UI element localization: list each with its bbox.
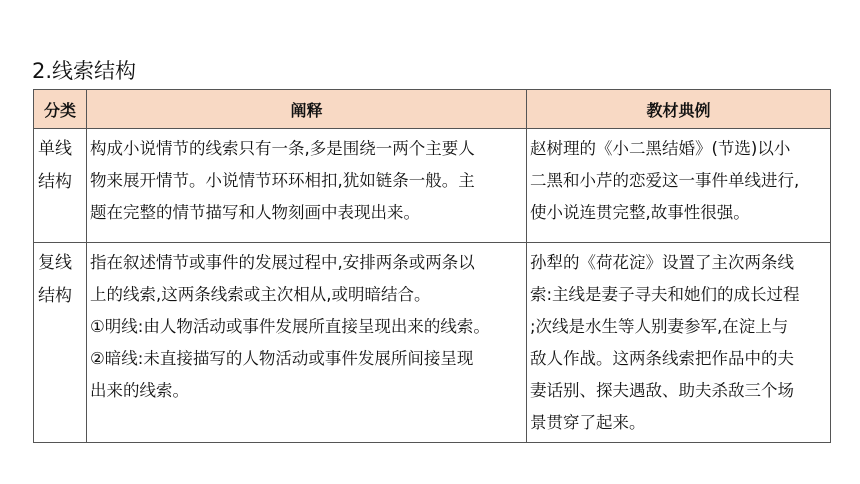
example-text: 妻话别、探夫遇敌、助夫杀敌三个场 — [530, 381, 794, 400]
section-title: 2.线索结构 — [32, 59, 137, 83]
explanation-text: 物来展开情节。小说情节环环相扣,犹如链条一般。主 — [90, 171, 475, 190]
example-text: 索:主线是妻子寻夫和她们的成长过程 — [530, 285, 800, 304]
table-row — [34, 243, 831, 443]
example-text: 二黑和小芹的恋爱这一事件单线进行, — [530, 171, 800, 190]
example-text: 敌人作战。这两条线索把作品中的夫 — [530, 349, 794, 368]
category-text: 复线 — [38, 253, 72, 273]
category-cell — [34, 129, 87, 243]
explanation-text: 上的线索,这两条线索或主次相从,或明暗结合。 — [90, 285, 431, 304]
example-text: ;次线是水生等人别妻参军,在淀上与 — [530, 317, 789, 336]
explanation-text: 出来的线索。 — [90, 381, 189, 400]
example-cell — [527, 243, 831, 443]
category-cell — [34, 243, 87, 443]
example-text: 赵树理的《小二黑结婚》(节选)以小 — [530, 139, 791, 158]
explanation-text: 指在叙述情节或事件的发展过程中,安排两条或两条以 — [90, 253, 475, 272]
example-text: 使小说连贯完整,故事性很强。 — [530, 203, 750, 222]
example-text: 景贯穿了起来。 — [530, 413, 646, 432]
plot-structure-table — [33, 89, 831, 443]
category-text: 结构 — [38, 172, 72, 192]
header-example: 教材典例 — [527, 90, 831, 129]
explanation-text: ②暗线:未直接描写的人物活动或事件发展所间接呈现 — [90, 349, 474, 368]
category-text: 单线 — [38, 139, 72, 159]
table-header-row — [34, 90, 831, 129]
explanation-text: 构成小说情节的线索只有一条,多是围绕一两个主要人 — [90, 139, 475, 158]
explanation-text: 题在完整的情节描写和人物刻画中表现出来。 — [90, 203, 420, 222]
example-cell — [527, 129, 831, 243]
explanation-cell — [87, 243, 527, 443]
explanation-cell — [87, 129, 527, 243]
table-row — [34, 129, 831, 243]
explanation-text: ①明线:由人物活动或事件发展所直接呈现出来的线索。 — [90, 317, 490, 336]
header-explanation: 阐释 — [87, 90, 527, 129]
example-text: 孙犁的《荷花淀》设置了主次两条线 — [530, 253, 794, 272]
category-text: 结构 — [38, 286, 72, 306]
header-category: 分类 — [34, 90, 87, 129]
